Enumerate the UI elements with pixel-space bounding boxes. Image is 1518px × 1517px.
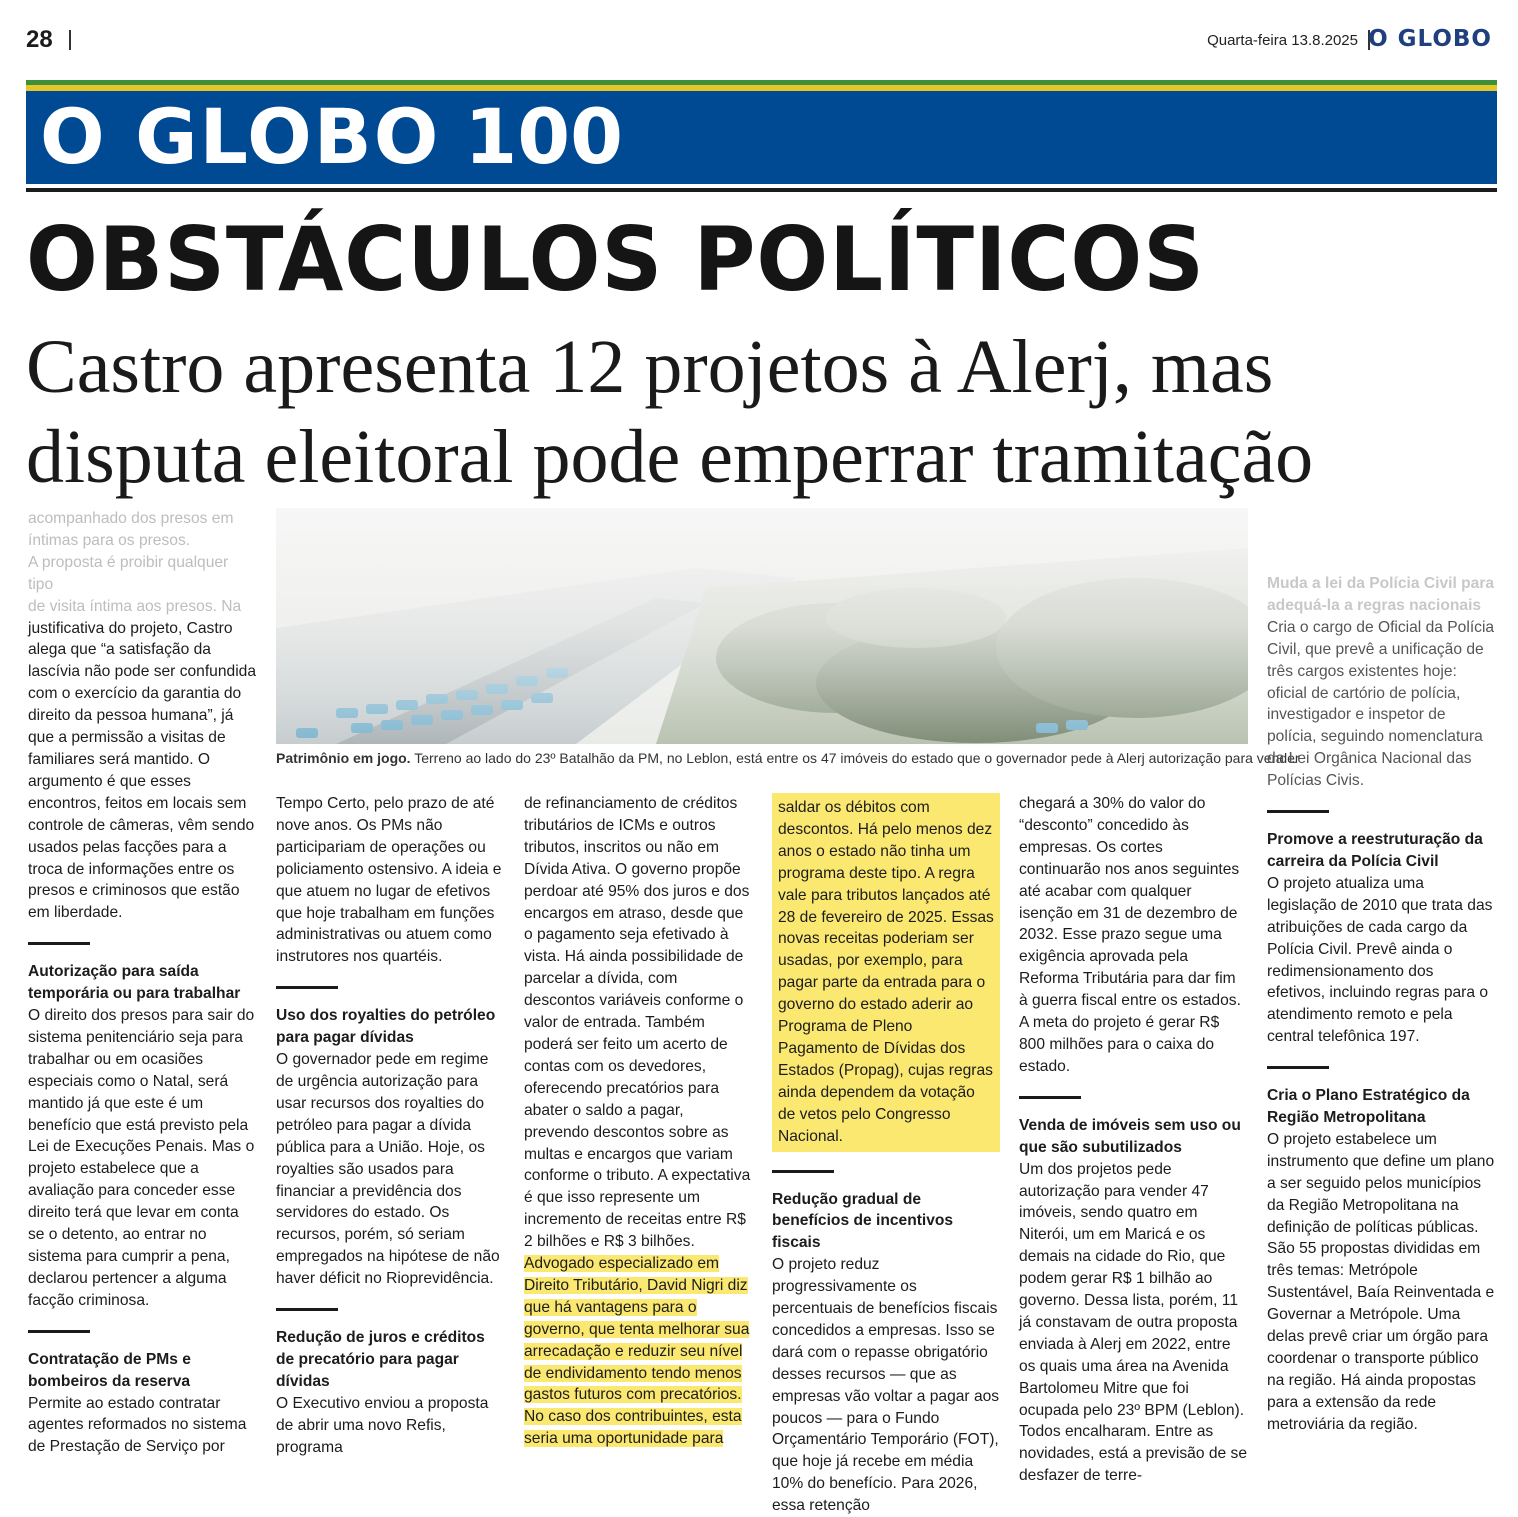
main-headline: Castro apresenta 12 projetos à Alerj, mas disputa eleitoral pode emperrar tramitação (26, 325, 1314, 499)
masthead-rule (26, 188, 1497, 192)
paragraph: O governador pede em regime de urgência autorização para usar recursos dos royalties do petróleo para pagar a dívida pública para a União. Hoje, os royalties são usados para financiar a previdência dos servidores do estado. Os recursos, porém, só seriam empregados na hipótese de não haver déficit no Rioprevidência. (276, 1051, 500, 1288)
page-number: 28 (26, 26, 53, 53)
faded-line: A proposta é proibir qualquer tipo (28, 553, 229, 593)
column-4 (772, 793, 1000, 1517)
paragraph (524, 793, 752, 1450)
masthead-name: O GLOBO (40, 92, 441, 181)
section-title: Redução gradual de benefícios de incentivos fiscais (772, 1190, 954, 1252)
section-title: Venda de imóveis sem uso ou que são subutilizados (1019, 1116, 1241, 1156)
edition-date: Quarta-feira 13.8.2025 (1207, 32, 1358, 49)
folio-divider (69, 30, 71, 50)
paragraph: O direito dos presos para sair do sistema penitenciário seja para trabalhar ou em ocasiões especiais como o Natal, será mantido já que este é um benefício que está previsto pela Lei de Execuções Penais. Mas o projeto estabelece que a avaliação para conceder esse direito terá que levar em conta se o detento, ao entrar no sistema para cumprir a pena, declarou pertencer a alguma facção criminosa. (28, 1007, 255, 1309)
paragraph: Tempo Certo, pelo prazo de até nove anos. Os PMs não participariam de operações ou policiamento ostensivo. A ideia e que atuem no lugar de efetivos que hoje trabalham em funções administrativas ou atuem como instrutores nos quartéis. (276, 795, 502, 966)
paragraph: Permite ao estado contratar agentes reformados no sistema de Prestação de Serviço por (28, 1394, 247, 1456)
anniversary-logo: 100 (464, 92, 623, 181)
section-rule (28, 1330, 90, 1333)
aerial-photo-illustration (276, 508, 1248, 744)
highlighted-text: Advogado especializado em Direito Tributário, David Nigri diz que há vantagens para o governo, que tenta melhorar sua arrecadação e reduzir seu nível de endividamento tendo menos gastos futuros com precatórios. No caso dos contribuintes, esta seria uma oportunidade para (524, 1255, 750, 1448)
section-title: Redução de juros e créditos de precatório para pagar dívidas (276, 1329, 485, 1390)
faded-line: de visita íntima aos presos. Na (28, 597, 242, 615)
highlighted-paragraph: saldar os débitos com descontos. Há pelo menos dez anos o estado não tinha um programa deste tipo. A regra vale para tributos lançados até 28 de fevereiro de 2025. Essas novas receitas poderiam ser usadas, por exemplo, para pagar parte da entrada para o governo do estado aderir ao Programa de Pleno Pagamento de Dívidas dos Estados (Propag), cujas regras ainda dependem da votação de vetos pelo Congresso Nacional. (772, 793, 1000, 1152)
column-2 (276, 793, 504, 1458)
faded-line: acompanhado dos presos em (28, 510, 234, 527)
section-title: Cria o Plano Estratégico da Região Metropolitana (1267, 1087, 1470, 1127)
paragraph: justificativa do projeto, Castro alega que “a satisfação da lascívia não pode ser confundida com o exercício da garantia do direito da pessoa humana”, já que a permissão a visitas de familiares será mantido. O argumento é que esses encontros, feitos em locais sem controle de câmeras, vêm sendo usados pelas facções para a troca de informações entre os presos e criminosos que estão em liberdade. (28, 619, 256, 922)
section-rule (276, 986, 338, 989)
brand-logo: O GLOBO (1368, 26, 1492, 52)
faded-line: íntimas para os presos. (28, 531, 191, 549)
paragraph: Um dos projetos pede autorização para vender 47 imóveis, sendo quatro em Niterói, um em Maricá e os demais na cidade do Rio, que podem gerar R$ 1 bilhão ao governo. Dessa lista, porém, 11 já constavam de outra proposta enviada à Alerj em 2022, entre os quais uma área na Avenida Bartolomeu Mitre que foi ocupada pelo 23º BPM (Leblon). Todos encalharam. Entre as novidades, está a previsão de se desfazer de terre- (1019, 1160, 1247, 1485)
faded-section-title: Muda a lei da Polícia Civil para adequá-la a regras nacionais (1267, 575, 1495, 614)
section-title: Autorização para saída temporária ou para trabalhar (28, 963, 241, 1003)
faded-lead-text (28, 508, 256, 618)
column-1 (28, 508, 256, 1458)
caption-text: Terreno ao lado do 23º Batalhão da PM, no Leblon, está entre os 47 imóveis do estado que o governador pede à Alerj autorização para vender (414, 750, 1300, 766)
section-rule (1019, 1096, 1081, 1099)
section-title: Uso dos royalties do petróleo para pagar dívidas (276, 1007, 496, 1047)
paragraph: chegará a 30% do valor do “desconto” concedido às empresas. Os cortes continuarão nos anos seguintes até acabar com qualquer isenção em 31 de dezembro de 2032. Esse prazo segue uma exigência aprovada pela Reforma Tributária para dar fim à guerra fiscal entre os estados. A meta do projeto é gerar R$ 800 milhões para o caixa do estado. (1019, 795, 1241, 1075)
column-5 (1019, 793, 1247, 1487)
article-photo (276, 508, 1248, 744)
kicker-headline: OBSTÁCULOS POLÍTICOS (26, 208, 1205, 311)
photo-caption (276, 750, 1300, 766)
paragraph: O projeto atualiza uma legislação de 2010 que trata das atribuições de cada cargo da Polícia Civil. Prevê ainda o redimensionamento dos efetivos, incluindo regras para o atendimento remoto e pela central telefônica 197. (1267, 874, 1493, 1046)
paragraph: O Executivo enviou a proposta de abrir uma novo Refis, programa (276, 1394, 489, 1456)
paragraph: O projeto estabelece um instrumento que define um plano a ser seguido pelos municípios da Região Metropolitana na definição de políticas públicas. São 55 propostas divididas em três temas: Metrópole Sustentável, Baía Reinventada e Governar a Metrópole. Uma delas prevê criar um órgão para coordenar o transporte público na região. Há ainda propostas para a extensão da rede metroviária da região. (1267, 1130, 1495, 1433)
caption-lead: Patrimônio em jogo. (276, 750, 411, 766)
paragraph: Cria o cargo de Oficial da Polícia Civil, que prevê a unificação de três cargos existentes hoje: oficial de cartório de polícia, investigador e inspetor de polícia, seguindo nomenclatura da Lei Orgânica Nacional das Polícias Civis. (1267, 618, 1495, 790)
section-rule (1267, 1066, 1329, 1069)
section-title: Contratação de PMs e bombeiros da reserva (28, 1350, 191, 1390)
column-6 (1267, 573, 1495, 1436)
section-rule (1267, 810, 1329, 813)
paragraph-text: de refinanciamento de créditos tributários de ICMs e outros tributos, inscritos ou não em Dívida Ativa. O governo propõe perdoar até 95% dos juros e dos encargos em atraso, desde que o pagamento seja efetivado à vista. Há ainda possibilidade de parcelar a dívida, com descontos variáveis conforme o valor de entrada. Também poderá ser feito um acerto de contas com os devedores, oferecendo precatórios para abater o saldo a pagar, prevendo descontos sobre as multas e encargos que variam conforme o tributo. A expectativa é que isso represente um incremento de receitas entre R$ 2 bilhões e R$ 3 bilhões. (524, 795, 751, 1251)
section-title: Promove a reestruturação da carreira da Polícia Civil (1267, 831, 1483, 870)
section-rule (28, 942, 90, 945)
masthead (40, 94, 623, 180)
section-rule (772, 1170, 834, 1173)
section-rule (276, 1308, 338, 1311)
paragraph: O projeto reduz progressivamente os percentuais de benefícios fiscais concedidos a empresas. Isso se dará com o repasse obrigatório desses recursos — que as empresas vão voltar a pagar aos poucos — para o Fundo Orçamentário Temporário (FOT), que hoje já recebe em média 10% do benefício. Para 2026, essa retenção (772, 1256, 1000, 1515)
column-3 (524, 793, 752, 1450)
